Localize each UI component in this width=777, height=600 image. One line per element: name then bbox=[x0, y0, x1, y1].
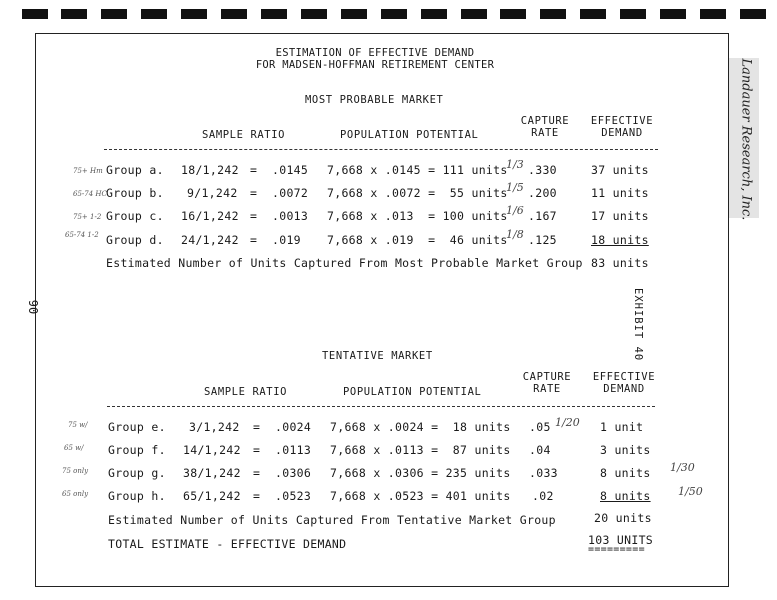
handwritten-fraction: 1/20 bbox=[555, 416, 580, 429]
col-capture-1: CAPTURE bbox=[522, 371, 572, 383]
col-capture-2: RATE bbox=[533, 383, 561, 395]
equals: = bbox=[250, 163, 258, 177]
header-rule bbox=[107, 406, 655, 407]
tm-summary-label: Estimated Number of Units Captured From Tentative Market Group bbox=[108, 513, 556, 527]
capture-rate: .125 bbox=[528, 233, 557, 247]
handwritten-note: 75 only bbox=[62, 467, 89, 475]
population-calc: 7,668 x .0523 = 401 units bbox=[330, 489, 511, 503]
ratio-value: .0113 bbox=[275, 443, 312, 457]
equals: = bbox=[253, 443, 261, 457]
col-capture-1: CAPTURE bbox=[520, 115, 570, 127]
capture-rate: .02 bbox=[532, 489, 554, 503]
title-line-2: FOR MADSEN-HOFFMAN RETIREMENT CENTER bbox=[255, 59, 495, 71]
sample-ratio: 24/1,242 bbox=[181, 233, 239, 247]
group-label: Group g. bbox=[108, 466, 166, 480]
population-calc: 7,668 x .0306 = 235 units bbox=[330, 466, 511, 480]
handwritten-note: 75 w/ bbox=[68, 421, 88, 429]
ratio-value: .0013 bbox=[272, 209, 309, 223]
population-calc: 7,668 x .0072 = 55 units bbox=[327, 186, 508, 200]
mpm-summary-value: 83 units bbox=[591, 256, 649, 270]
group-label: Group d. bbox=[106, 233, 164, 247]
capture-rate: .167 bbox=[528, 209, 557, 223]
population-calc: 7,668 x .0145 = 111 units bbox=[327, 163, 508, 177]
group-label: Group a. bbox=[106, 163, 164, 177]
handwritten-note: 75+ Hm bbox=[73, 167, 103, 175]
col-sample-ratio: SAMPLE RATIO bbox=[202, 129, 286, 141]
tm-summary-value: 20 units bbox=[594, 511, 652, 525]
title-line-1: ESTIMATION OF EFFECTIVE DEMAND bbox=[275, 47, 475, 59]
perforation-strip bbox=[0, 9, 777, 21]
handwritten-fraction: 1/6 bbox=[506, 204, 524, 217]
handwritten-note: 75+ 1-2 bbox=[73, 213, 102, 221]
total-double-rule: ========= bbox=[588, 544, 645, 555]
margin-note: 1/50 bbox=[678, 485, 703, 498]
ratio-value: .0523 bbox=[275, 489, 312, 503]
sample-ratio: 18/1,242 bbox=[181, 163, 239, 177]
equals: = bbox=[253, 420, 261, 434]
section-heading-mpm: MOST PROBABLE MARKET bbox=[305, 94, 444, 106]
sample-ratio: 38/1,242 bbox=[183, 466, 241, 480]
col-effective-2: DEMAND bbox=[603, 383, 645, 395]
equals: = bbox=[250, 186, 258, 200]
total-value: 103 UNITS bbox=[588, 533, 654, 547]
margin-note: 1/30 bbox=[670, 461, 695, 474]
handwritten-note: 65 w/ bbox=[64, 444, 84, 452]
company-stamp bbox=[729, 58, 759, 221]
equals: = bbox=[253, 489, 261, 503]
col-capture-2: RATE bbox=[531, 127, 559, 139]
capture-rate: .200 bbox=[528, 186, 557, 200]
col-effective-1: EFFECTIVE bbox=[592, 371, 656, 383]
sample-ratio: 9/1,242 bbox=[187, 186, 238, 200]
ratio-value: .0306 bbox=[275, 466, 312, 480]
handwritten-note: 65-74 HC bbox=[73, 190, 107, 198]
equals: = bbox=[250, 233, 258, 247]
sample-ratio: 65/1,242 bbox=[183, 489, 241, 503]
col-population-potential: POPULATION POTENTIAL bbox=[343, 386, 482, 398]
col-sample-ratio: SAMPLE RATIO bbox=[204, 386, 288, 398]
col-effective-1: EFFECTIVE bbox=[590, 115, 654, 127]
effective-demand: 8 units bbox=[600, 466, 651, 480]
ratio-value: .019 bbox=[272, 233, 301, 247]
effective-demand: 37 units bbox=[591, 163, 649, 177]
ratio-value: .0145 bbox=[272, 163, 309, 177]
effective-demand: 17 units bbox=[591, 209, 649, 223]
handwritten-fraction: 1/3 bbox=[506, 158, 524, 171]
ratio-value: .0024 bbox=[275, 420, 312, 434]
sample-ratio: 3/1,242 bbox=[189, 420, 240, 434]
sample-ratio: 14/1,242 bbox=[183, 443, 241, 457]
header-rule bbox=[104, 149, 658, 150]
equals: = bbox=[250, 209, 258, 223]
col-effective-2: DEMAND bbox=[601, 127, 643, 139]
population-calc: 7,668 x .019 = 46 units bbox=[327, 233, 508, 247]
group-label: Group e. bbox=[108, 420, 166, 434]
effective-demand: 3 units bbox=[600, 443, 651, 457]
group-label: Group b. bbox=[106, 186, 164, 200]
capture-rate: .330 bbox=[528, 163, 557, 177]
handwritten-fraction: 1/5 bbox=[506, 181, 524, 194]
effective-demand: 1 unit bbox=[600, 420, 644, 434]
sample-ratio: 16/1,242 bbox=[181, 209, 239, 223]
group-label: Group f. bbox=[108, 443, 166, 457]
capture-rate: .04 bbox=[529, 443, 551, 457]
effective-demand: 11 units bbox=[591, 186, 649, 200]
capture-rate: .05 bbox=[529, 420, 551, 434]
handwritten-fraction: 1/8 bbox=[506, 228, 524, 241]
group-label: Group h. bbox=[108, 489, 166, 503]
equals: = bbox=[253, 466, 261, 480]
handwritten-note: 65 only bbox=[62, 490, 89, 498]
ratio-value: .0072 bbox=[272, 186, 309, 200]
population-calc: 7,668 x .0113 = 87 units bbox=[330, 443, 511, 457]
col-population-potential: POPULATION POTENTIAL bbox=[340, 129, 479, 141]
total-label: TOTAL ESTIMATE - EFFECTIVE DEMAND bbox=[108, 537, 347, 551]
capture-rate: .033 bbox=[529, 466, 558, 480]
group-label: Group c. bbox=[106, 209, 164, 223]
effective-demand: 8 units bbox=[600, 489, 651, 503]
exhibit-label: EXHIBIT 40 bbox=[632, 288, 644, 362]
effective-demand: 18 units bbox=[591, 233, 649, 247]
mpm-summary-label: Estimated Number of Units Captured From Most Probable Market Group bbox=[106, 256, 583, 270]
population-calc: 7,668 x .0024 = 18 units bbox=[330, 420, 511, 434]
page-number: 90 bbox=[26, 299, 41, 315]
handwritten-note: 65-74 1-2 bbox=[65, 231, 99, 239]
population-calc: 7,668 x .013 = 100 units bbox=[327, 209, 508, 223]
section-heading-tm: TENTATIVE MARKET bbox=[322, 350, 433, 362]
stamp-text: Landauer Research, Inc. bbox=[738, 58, 754, 221]
